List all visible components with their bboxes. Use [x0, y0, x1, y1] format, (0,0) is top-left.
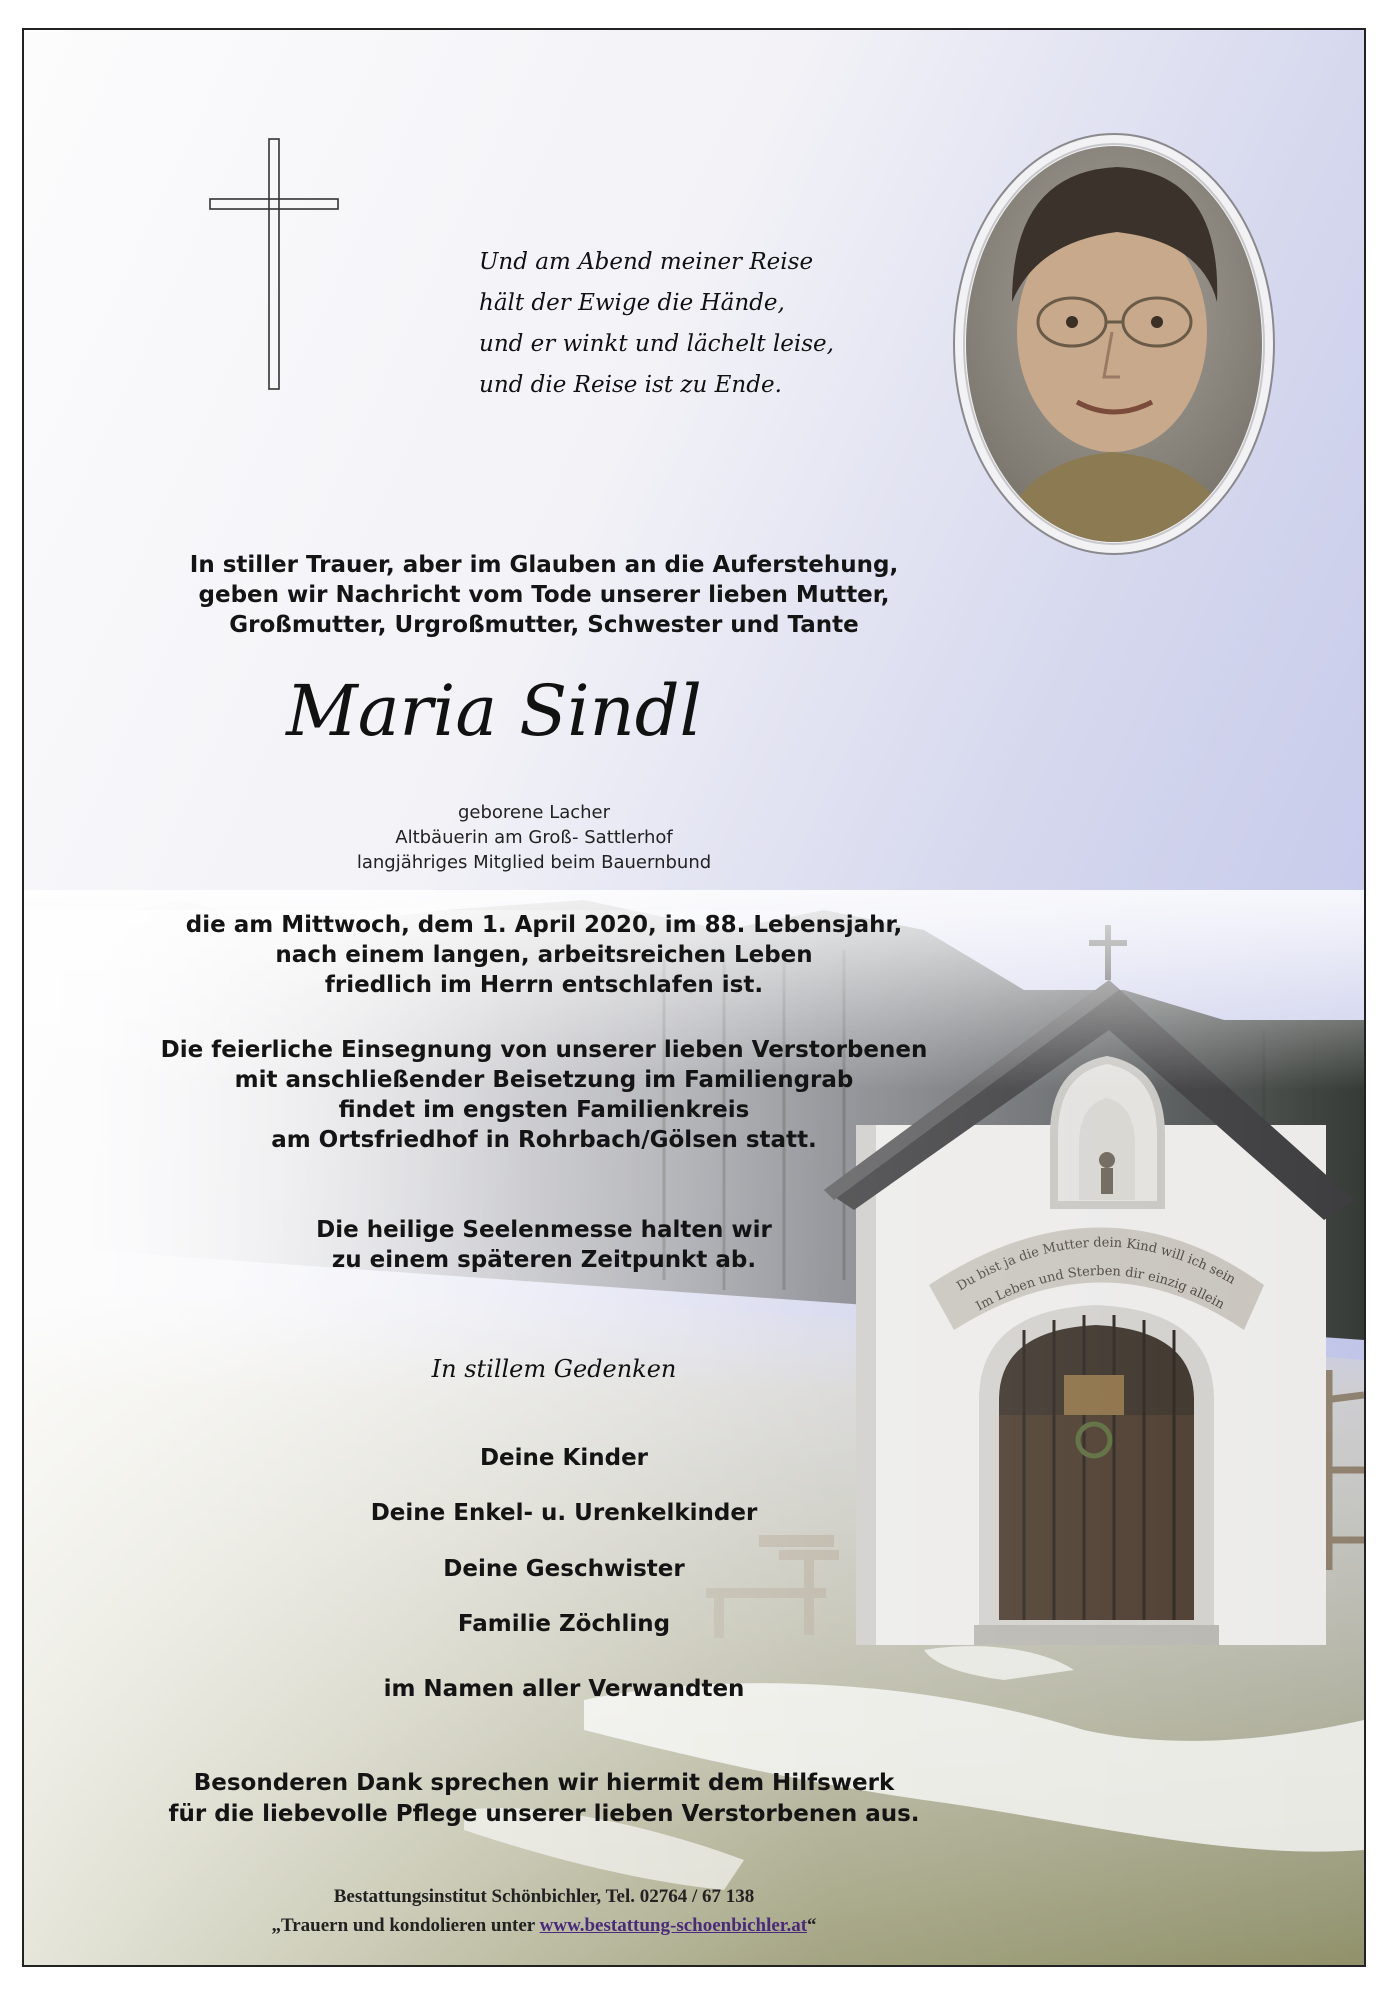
burial-notice [104, 1035, 984, 1155]
burial-line: findet im engsten Familienkreis [338, 1097, 750, 1123]
death-line: die am Mittwoch, dem 1. April 2020, im 88. Lebensjahr, [185, 912, 903, 938]
footer [144, 1882, 944, 1940]
quote-line: und er winkt und lächelt leise, [479, 331, 834, 357]
thanks-line: Besonderen Dank sprechen wir hiermit dem Hilfswerk [193, 1770, 895, 1796]
condolence-prefix: „Trauern und kondolieren unter [271, 1915, 540, 1936]
intro-line: Großmutter, Urgroßmutter, Schwester und Tante [229, 612, 859, 638]
mass-line: zu einem späteren Zeitpunkt ab. [331, 1247, 757, 1273]
detail-line: Altbäuerin am Groß- Sattlerhof [395, 827, 673, 848]
condolence-website-link[interactable]: www.bestattung-schoenbichler.at [539, 1915, 808, 1936]
burial-line: Die feierliche Einsegnung von unserer lieben Verstorbenen [160, 1037, 928, 1063]
quote-line: Und am Abend meiner Reise [479, 249, 814, 275]
mourner-item: Familie Zöchling [457, 1611, 671, 1637]
death-notice [124, 910, 964, 1000]
death-line: friedlich im Herrn entschlafen ist. [324, 972, 764, 998]
intro-line: In stiller Trauer, aber im Glauben an die Auferstehung, [189, 552, 899, 578]
mourner-item: Deine Geschwister [443, 1556, 685, 1582]
intro-line: geben wir Nachricht vom Tode unserer lieben Mutter, [198, 582, 890, 608]
burial-line: mit anschließender Beisetzung im Familiengrab [234, 1067, 854, 1093]
mass-line: Die heilige Seelenmesse halten wir [316, 1217, 772, 1243]
thanks-text [104, 1768, 984, 1830]
detail-line: langjähriges Mitglied beim Bauernbund [356, 852, 712, 873]
quote-line: und die Reise ist zu Ende. [479, 372, 782, 398]
condolence-suffix: “ [807, 1915, 817, 1936]
cross-icon [209, 138, 339, 390]
mass-notice [204, 1215, 884, 1275]
detail-line: geborene Lacher [457, 802, 611, 823]
quote-line: hält der Ewige die Hände, [479, 290, 785, 316]
memorial-heading: In stillem Gedenken [431, 1355, 677, 1383]
mourner-item: Deine Enkel- u. Urenkelkinder [370, 1500, 758, 1526]
death-line: nach einem langen, arbeitsreichen Leben [275, 942, 813, 968]
mourner-closing: im Namen aller Verwandten [383, 1676, 745, 1702]
burial-line: am Ortsfriedhof in Rohrbach/Gölsen statt. [271, 1127, 817, 1153]
mourner-item: Deine Kinder [479, 1445, 649, 1471]
funeral-home-contact: Bestattungsinstitut Schönbichler, Tel. 02764 / 67 138 [333, 1886, 755, 1907]
deceased-name: Maria Sindl [286, 670, 702, 752]
deceased-details [254, 800, 814, 875]
thanks-line: für die liebevolle Pflege unserer lieben Verstorbenen aus. [168, 1801, 920, 1827]
portrait-photo [952, 132, 1277, 557]
obituary-card [22, 28, 1366, 1967]
quote-verse [479, 242, 834, 406]
condolence-line [144, 1911, 944, 1940]
intro-text [124, 550, 964, 640]
